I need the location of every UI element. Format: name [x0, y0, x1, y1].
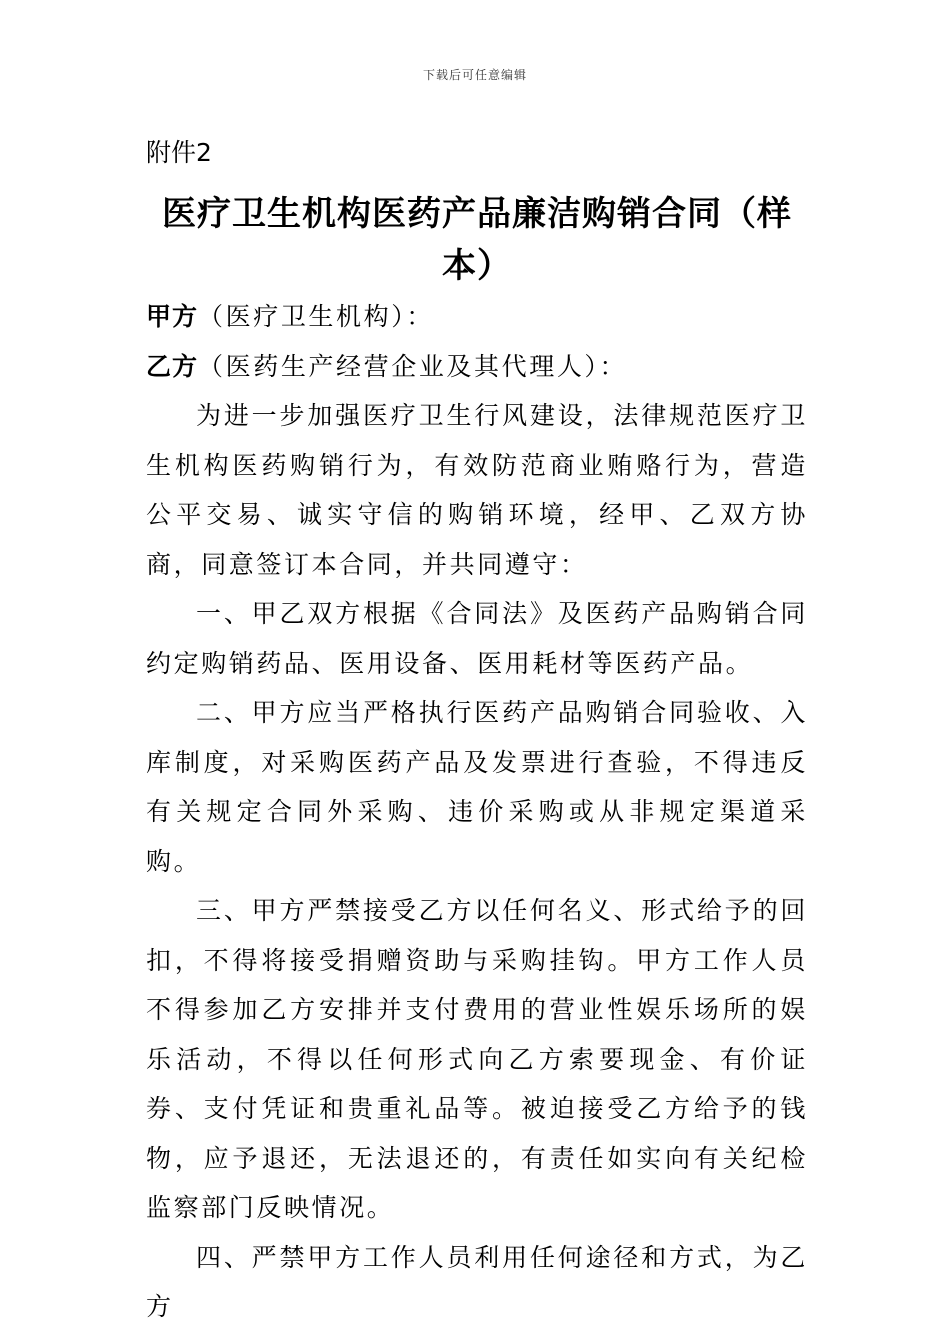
party-b-label: 乙方	[146, 351, 199, 381]
document-body	[146, 292, 808, 1332]
document-title: 医疗卫生机构医药产品廉洁购销合同（样本）	[162, 194, 792, 286]
paragraph-preamble: 为进一步加强医疗卫生行风建设，法律规范医疗卫生机构医药购销行为，有效防范商业贿赂行为，营造公平交易、诚实守信的购销环境，经甲、乙双方协商，同意签订本合同，并共同遵守：	[146, 401, 808, 579]
paragraph-clause-2: 二、甲方应当严格执行医药产品购销合同验收、入库制度，对采购医药产品及发票进行查验，不得违反有关规定合同外采购、违价采购或从非规定渠道采购。	[146, 698, 808, 876]
party-a-detail: （医疗卫生机构）：	[198, 302, 434, 331]
paragraph-clause-3: 三、甲方严禁接受乙方以任何名义、形式给予的回扣，不得将接受捐赠资助与采购挂钩。甲方工作人员不得参加乙方安排并支付费用的营业性娱乐场所的娱乐活动，不得以任何形式向乙方索要现金、有价证券、支付凭证和贵重礼品等。被迫接受乙方给予的钱物，应予退还，无法退还的，有责任如实向有关纪检监察部门反映情况。	[146, 896, 808, 1222]
paragraph-clause-4: 四、严禁甲方工作人员利用任何途径和方式，为乙方	[146, 1242, 808, 1321]
party-b-detail: （医药生产经营企业及其代理人）：	[198, 351, 628, 381]
paragraph-clause-1: 一、甲乙双方根据《合同法》及医药产品购销合同约定购销药品、医用设备、医用耗材等医药产品。	[146, 599, 808, 678]
party-a-label: 甲方	[146, 302, 199, 331]
party-b-line	[146, 342, 808, 392]
header-note: 下载后可任意编辑	[422, 68, 527, 82]
attachment-label: 附件2	[146, 138, 212, 167]
party-a-line	[146, 292, 808, 342]
